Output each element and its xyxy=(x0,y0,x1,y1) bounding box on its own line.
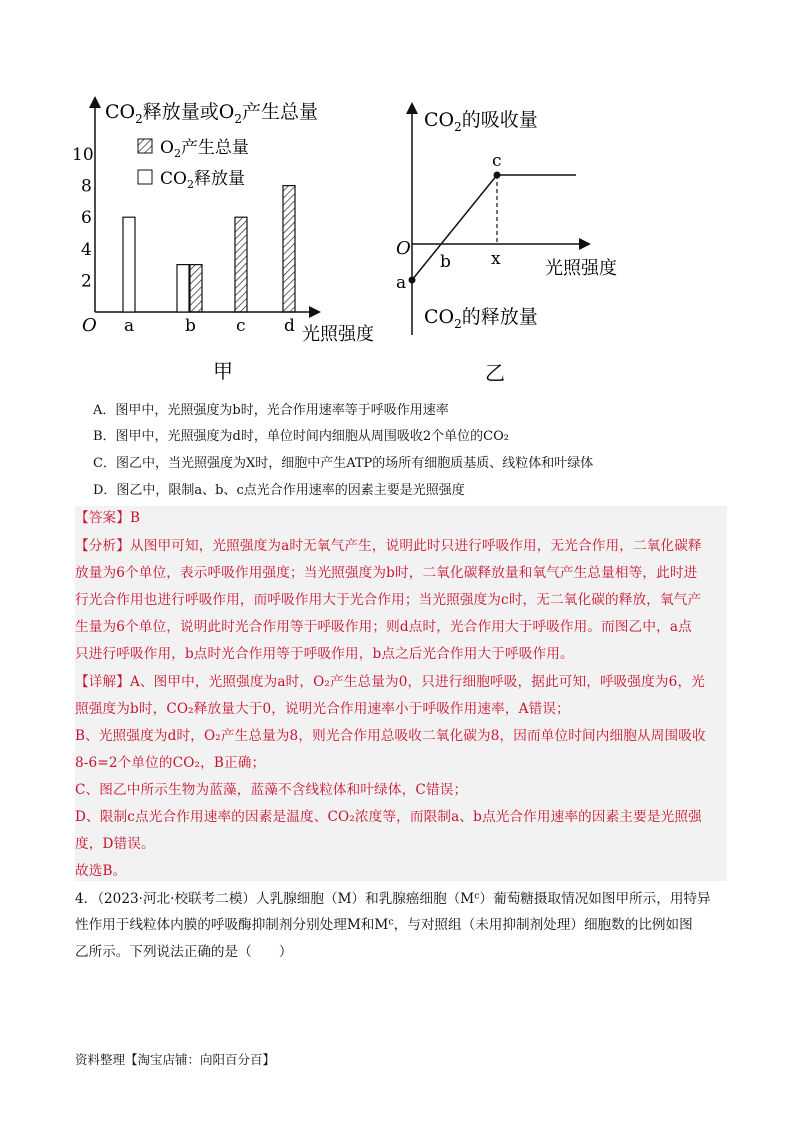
footer-source: 资料整理【淘宝店铺：向阳百分百】 xyxy=(75,1052,276,1067)
chart-yi xyxy=(396,108,617,385)
jia-y-ticks xyxy=(72,145,94,291)
jia-y-tick-label: 4 xyxy=(81,239,92,260)
yi-label-bottom: $CO_2$的释放量 xyxy=(424,306,538,331)
jia-x-tick-label: d xyxy=(284,316,295,336)
jia-x-axis-label: 光照强度 xyxy=(302,324,374,345)
detail-line-4: 8-6=2个单位的CO₂，B正确； xyxy=(75,755,266,771)
option-b: B．图甲中，光照强度为d时，单位时间内细胞从周围吸收2个单位的CO₂ xyxy=(93,429,509,444)
legend-o2-label: $O_2$产生总量 xyxy=(160,138,249,160)
detail-line-5: C、图乙中所示生物为蓝藻，蓝藻不含线粒体和叶绿体，C错误； xyxy=(75,782,468,798)
question4-line-1: 4．（2023·河北·校联考二模）人乳腺细胞（M）和乳腺癌细胞$(M^c)$葡萄糖摄取情况如图甲所示，用特异 xyxy=(75,890,711,907)
analysis-line-1: 【分析】从图甲可知，光照强度为a时无氧气产生，说明此时只进行呼吸作用，无光合作用，二氧化碳释 xyxy=(75,538,702,554)
jia-x-tick-label: c xyxy=(236,316,246,336)
detail-line-7: 度，D错误。 xyxy=(75,836,155,852)
jia-y-tick-label: 6 xyxy=(81,208,92,229)
yi-origin: O xyxy=(396,238,411,259)
analysis-line-3: 行光合作用也进行呼吸作用，而呼吸作用大于光合作用；当光照强度为c时，无二氧化碳的释放，氧气产 xyxy=(75,592,702,608)
bar-o2-c xyxy=(235,217,247,312)
answer-label: 【答案】B xyxy=(75,510,141,526)
chart-jia xyxy=(72,101,374,383)
yi-point-a-label: a xyxy=(396,273,407,293)
jia-x-tick-labels xyxy=(124,316,295,336)
jia-y-tick-label: 8 xyxy=(81,176,92,197)
yi-caption: 乙 xyxy=(485,361,505,385)
detail-line-3: B、光照强度为d时，O₂产生总量为8，则光合作用总吸收二氧化碳为8，因而单位时间内细胞从周围吸收 xyxy=(75,728,706,744)
legend-co2-label: $CO_2$释放量 xyxy=(160,169,245,191)
jia-origin: O xyxy=(82,315,97,336)
jia-y-tick-label: 2 xyxy=(81,271,92,292)
yi-x-axis-label: 光照强度 xyxy=(545,258,617,279)
yi-point-a-dot xyxy=(409,277,416,284)
question4-line-3: 乙所示。下列说法正确的是（ ） xyxy=(75,944,293,960)
analysis-line-5: 只进行呼吸作用，b点时光合作用等于呼吸作用，b点之后光合作用大于呼吸作用。 xyxy=(75,646,574,662)
legend-empty-swatch xyxy=(138,170,152,184)
bar-o2-d xyxy=(283,186,295,312)
option-d: D．图乙中，限制a、b、c点光合作用速率的因素主要是光照强度 xyxy=(93,483,465,498)
analysis-line-2: 放量为6个单位，表示呼吸作用强度；当光照强度为b时，二氧化碳释放量和氧气产生总量相等，此时进 xyxy=(75,565,698,581)
yi-point-c-dot xyxy=(494,172,501,179)
jia-y-axis-label: $CO_2$释放量或$O_2$产生总量 xyxy=(105,101,318,126)
option-c: C．图乙中，当光照强度为X时，细胞中产生ATP的场所有细胞质基质、线粒体和叶绿体 xyxy=(93,456,594,471)
analysis-line-4: 生量为6个单位，说明此时光合作用等于呼吸作用；则d点时，光合作用大于呼吸作用。而图乙中，a点 xyxy=(75,619,692,635)
figure xyxy=(0,0,800,400)
detail-line-2: 照强度为b时，CO₂释放量大于0，说明光合作用速率小于呼吸作用速率，A错误； xyxy=(75,701,570,717)
jia-caption: 甲 xyxy=(213,359,233,383)
question4-line-2: 性作用于线粒体内膜的呼吸酶抑制剂分别处理M和$M^c$，与对照组（未用抑制剂处理）细胞数的比例如图 xyxy=(75,916,693,933)
yi-point-x-label: x xyxy=(491,249,501,269)
jia-x-tick-label: b xyxy=(185,316,196,336)
jia-x-tick-label: a xyxy=(124,316,135,336)
yi-label-top: $CO_2$的吸收量 xyxy=(424,109,538,134)
jia-bars xyxy=(123,186,295,312)
jia-y-tick-label: 10 xyxy=(72,145,94,165)
option-a: A．图甲中，光照强度为b时，光合作用速率等于呼吸作用速率 xyxy=(93,403,449,418)
bar-o2-b xyxy=(190,265,202,312)
detail-line-1: 【详解】A、图甲中，光照强度为a时，O₂产生总量为0，只进行细胞呼吸，据此可知，呼吸强度为6，光 xyxy=(75,674,705,690)
yi-point-c-label: c xyxy=(492,151,502,171)
detail-line-6: D、限制c点光合作用速率的因素是温度、CO₂浓度等，而限制a、b点光合作用速率的因素主要是光照强 xyxy=(75,809,702,825)
conclusion-line: 故选B。 xyxy=(75,863,127,879)
bar-co2-b xyxy=(177,265,189,312)
yi-rising-line xyxy=(412,175,497,280)
legend-hatched-swatch xyxy=(138,139,152,153)
yi-point-b-label: b xyxy=(440,252,451,272)
bar-co2-a xyxy=(123,217,135,312)
